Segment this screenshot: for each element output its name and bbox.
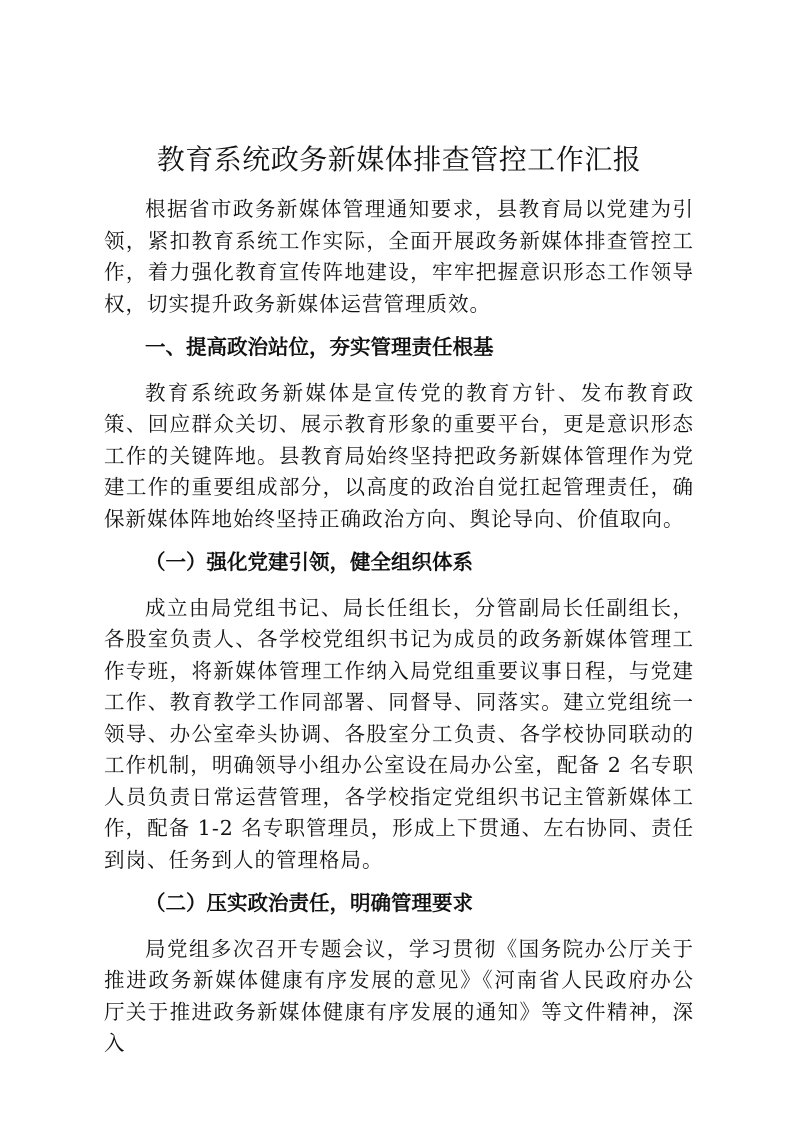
document-title: 教育系统政务新媒体排查管控工作汇报 — [156, 143, 642, 176]
subsection-heading-1: （一）强化党建引领，健全组织体系 — [145, 550, 473, 574]
subsection-heading-2: （二）压实政治责任，明确管理要求 — [145, 891, 473, 915]
intro-paragraph: 根据省市政务新媒体管理通知要求，县教育局以党建为引领，紧扣教育系统工作实际，全面开展政务新媒体排查管控工作，着力强化教育宣传阵地建设，牢牢把握意识形态工作领导权，切实提升政务新媒体运营管理质效。 — [104, 197, 694, 316]
subsection-2-paragraph: 局党组多次召开专题会议，学习贯彻《国务院办公厅关于推进政务新媒体健康有序发展的意见》《河南省人民政府办公厅关于推进政务新媒体健康有序发展的通知》等文件精神，深入 — [104, 936, 694, 1055]
section-heading-1: 一、提高政治站位，夯实管理责任根基 — [145, 335, 494, 359]
document-content — [104, 140, 694, 1060]
subsection-1-paragraph: 成立由局党组书记、局长任组长，分管副局长任副组长，各股室负责人、各学校党组织书记为成员的政务新媒体管理工作专班，将新媒体管理工作纳入局党组重要议事日程，与党建工作、教育教学工作同部署、同督导、同落实。建立党组统一领导、办公室牵头协调、各股室分工负责、各学校协同联动的工作机制，明确领导小组办公室设在局办公室，配备 2 名专职人员负责日常运营管理，各学校指定党组织书记主管新媒体工作，配备 1-2 名专职管理员，形成上下贯通、左右协同、责任到岗、任务到人的管理格局。 — [104, 595, 694, 872]
section-1-paragraph: 教育系统政务新媒体是宣传党的教育方针、发布教育政策、回应群众关切、展示教育形象的重要平台，更是意识形态工作的关键阵地。县教育局始终坚持把政务新媒体管理作为党建工作的重要组成部分，以高度的政治自觉扛起管理责任，确保新媒体阵地始终坚持正确政治方向、舆论导向、价值取向。 — [104, 380, 694, 531]
